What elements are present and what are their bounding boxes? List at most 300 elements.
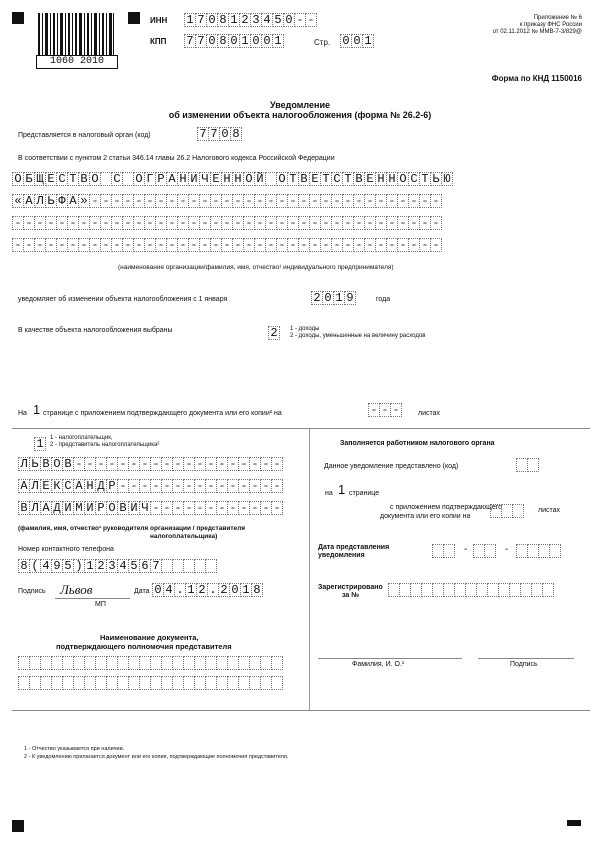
corner-marker-bottom-right — [567, 820, 581, 826]
char-cell: 0 — [283, 13, 295, 27]
char-cell: 3 — [250, 13, 262, 27]
name-caption-line2: налогоплательщика) — [150, 533, 218, 540]
char-cell: - — [232, 238, 244, 252]
char-cell: С — [111, 172, 123, 186]
char-cell: Е — [364, 172, 376, 186]
char-cell: Л — [29, 479, 41, 493]
char-cell: 0 — [250, 34, 262, 48]
char-cell: Б — [23, 172, 35, 186]
char-cell: - — [408, 194, 420, 208]
char-cell: С — [62, 479, 74, 493]
submitted-label: Данное уведомление представлено (код) — [324, 463, 459, 470]
char-cell: - — [199, 238, 211, 252]
char-cell: 9 — [344, 291, 356, 305]
doc-title-line2: подтверждающего полномочия представителя — [56, 642, 232, 651]
pages-prefix: На — [18, 410, 27, 417]
char-cell: - — [34, 238, 46, 252]
char-cell — [512, 504, 524, 518]
inn-label: ИНН — [150, 16, 168, 25]
char-cell: О — [276, 172, 288, 186]
basis-text: В соответствии с пунктом 2 статьи 346.14 главы 26.2 Налогового кодекса Российской Федерации — [18, 155, 335, 162]
appendix-line2: к приказу ФНС России — [519, 22, 582, 28]
char-cell: - — [254, 216, 266, 230]
char-cell: - — [238, 479, 250, 493]
char-cell: 4 — [261, 13, 273, 27]
char-cell: - — [172, 479, 184, 493]
char-cell: - — [271, 501, 283, 515]
char-cell: 0 — [261, 34, 273, 48]
char-cell: - — [67, 216, 79, 230]
char-cell: К — [51, 479, 63, 493]
char-cell: - — [386, 216, 398, 230]
attach-line2: документа или его копии на — [380, 513, 471, 520]
char-cell: - — [177, 194, 189, 208]
char-cell: 1 — [185, 583, 197, 597]
char-cell: В — [18, 501, 30, 515]
char-cell: - — [34, 216, 46, 230]
char-cell: Л — [18, 457, 30, 471]
char-cell: - — [56, 216, 68, 230]
char-cell: - — [155, 216, 167, 230]
char-cell: - — [364, 238, 376, 252]
sign-label: Подпись — [18, 588, 46, 595]
char-cell: - — [254, 238, 266, 252]
char-cell: 8 — [230, 127, 242, 141]
char-cell: 1 — [84, 559, 96, 573]
date-presented-line2: уведомления — [318, 552, 365, 559]
char-cell: - — [12, 238, 24, 252]
char-cell — [205, 559, 217, 573]
char-cell: 7 — [197, 127, 209, 141]
char-cell: - — [260, 501, 272, 515]
char-cell: - — [375, 216, 387, 230]
char-cell: - — [23, 216, 35, 230]
barcode-number: 1060 2010 — [36, 55, 118, 69]
char-cell: Л — [29, 501, 41, 515]
char-cell: 0 — [229, 583, 241, 597]
char-row — [12, 216, 441, 230]
char-cell: - — [166, 238, 178, 252]
char-cell: « — [12, 194, 24, 208]
appendix-line1: Приложение № 6 — [533, 15, 582, 21]
char-cell: - — [183, 501, 195, 515]
char-row — [12, 172, 452, 186]
char-cell: 4 — [40, 559, 52, 573]
char-cell: - — [183, 479, 195, 493]
char-cell: Т — [287, 172, 299, 186]
char-cell: - — [287, 216, 299, 230]
char-cell: - — [216, 479, 228, 493]
char-cell: - — [166, 216, 178, 230]
tax-authority-label: Представляется в налоговый орган (код) — [18, 132, 151, 139]
char-cell: - — [419, 238, 431, 252]
char-cell: 1 — [240, 583, 252, 597]
char-cell: Н — [221, 172, 233, 186]
char-cell: - — [117, 457, 129, 471]
presented-date-month[interactable] — [473, 544, 495, 558]
char-cell: - — [188, 194, 200, 208]
char-cell: 0 — [219, 127, 231, 141]
char-cell: - — [243, 238, 255, 252]
char-cell: - — [408, 216, 420, 230]
char-cell: Ю — [441, 172, 453, 186]
title-line1: Уведомление — [269, 100, 330, 110]
char-cell: - — [379, 403, 391, 417]
char-cell: - — [375, 238, 387, 252]
char-cell: 2 — [196, 583, 208, 597]
char-cell: - — [243, 194, 255, 208]
char-cell: В — [78, 172, 90, 186]
char-cell: 2 — [311, 291, 323, 305]
char-cell: - — [342, 216, 354, 230]
year-suffix: года — [376, 296, 391, 303]
change-notice-label: уведомляет об изменении объекта налогообложения с 1 января — [18, 296, 228, 303]
char-cell: - — [408, 238, 420, 252]
char-cell: Р — [95, 501, 107, 515]
char-cell: - — [161, 479, 173, 493]
form-code: Форма по КНД 1150016 — [491, 74, 582, 83]
char-cell: - — [139, 479, 151, 493]
char-cell: - — [276, 216, 288, 230]
char-cell: ( — [29, 559, 41, 573]
char-cell: - — [100, 194, 112, 208]
char-cell: - — [221, 194, 233, 208]
tax-authority-code[interactable] — [197, 127, 241, 141]
char-cell: - — [397, 238, 409, 252]
char-cell: - — [78, 238, 90, 252]
char-cell: - — [133, 238, 145, 252]
char-row — [18, 501, 282, 515]
signer-type[interactable] — [34, 437, 45, 451]
char-cell: Л — [34, 194, 46, 208]
char-cell: 1 — [239, 34, 251, 48]
char-cell: - — [353, 238, 365, 252]
char-cell: - — [276, 238, 288, 252]
char-cell: - — [221, 216, 233, 230]
char-row — [12, 194, 441, 208]
char-cell: . — [207, 583, 219, 597]
char-row — [18, 479, 282, 493]
char-cell: Е — [45, 172, 57, 186]
char-cell — [484, 544, 496, 558]
char-cell: - — [331, 194, 343, 208]
char-cell: - — [238, 501, 250, 515]
char-cell: - — [23, 238, 35, 252]
presented-date-day[interactable] — [432, 544, 454, 558]
char-cell: - — [172, 501, 184, 515]
char-cell: В — [40, 457, 52, 471]
signer-option1: 1 - налогоплательщик, — [50, 435, 113, 441]
char-cell — [271, 656, 283, 670]
char-cell: Ь — [430, 172, 442, 186]
char-cell: - — [95, 457, 107, 471]
char-cell: Й — [254, 172, 266, 186]
char-cell: - — [45, 216, 57, 230]
char-cell: - — [150, 501, 162, 515]
char-cell: - — [177, 216, 189, 230]
char-cell — [443, 544, 455, 558]
char-cell: 5 — [128, 559, 140, 573]
char-cell: Ь — [45, 194, 57, 208]
char-cell: - — [216, 457, 228, 471]
char-cell: 1 — [333, 291, 345, 305]
char-cell: - — [265, 216, 277, 230]
char-cell: - — [89, 238, 101, 252]
corner-marker-top-right — [128, 12, 140, 24]
char-cell: - — [188, 216, 200, 230]
char-cell: - — [287, 238, 299, 252]
char-row — [18, 457, 282, 471]
char-cell: 0 — [206, 34, 218, 48]
footnote-1: 1 - Отчество указывается при наличии. — [24, 746, 125, 752]
registration-number-cells[interactable] — [388, 583, 553, 597]
pages-count: 1 — [33, 402, 41, 417]
signer-option2: 2 - представитель налогоплательщика² — [50, 442, 160, 448]
char-cell: - — [122, 194, 134, 208]
submitted-code-cells[interactable] — [516, 458, 538, 472]
kpp-label: КПП — [150, 37, 167, 46]
char-cell: - — [221, 238, 233, 252]
char-cell: И — [62, 501, 74, 515]
char-cell: - — [430, 216, 442, 230]
char-cell: - — [122, 238, 134, 252]
char-cell: - — [260, 479, 272, 493]
char-cell: В — [298, 172, 310, 186]
char-row — [18, 656, 282, 670]
char-cell: - — [155, 194, 167, 208]
attach-sheets-cells[interactable] — [490, 504, 523, 518]
char-cell: Т — [419, 172, 431, 186]
char-cell: - — [84, 457, 96, 471]
char-cell: - — [353, 216, 365, 230]
page-cells[interactable] — [340, 34, 373, 48]
char-cell: - — [265, 238, 277, 252]
char-cell: - — [144, 194, 156, 208]
char-cell: - — [331, 238, 343, 252]
char-cell: - — [183, 457, 195, 471]
barcode-bars — [38, 13, 114, 55]
char-cell: - — [331, 216, 343, 230]
char-cell: - — [397, 194, 409, 208]
phone-cells[interactable] — [18, 559, 216, 573]
char-cell: 7 — [184, 34, 196, 48]
char-cell: - — [117, 479, 129, 493]
char-cell: А — [166, 172, 178, 186]
char-cell: - — [227, 501, 239, 515]
char-cell: - — [368, 403, 380, 417]
char-row — [18, 676, 282, 690]
char-cell: - — [194, 457, 206, 471]
char-cell: 7 — [195, 13, 207, 27]
phone-label: Номер контактного телефона — [18, 546, 114, 553]
date-label: Дата — [134, 588, 150, 595]
char-cell: - — [128, 457, 140, 471]
char-cell: О — [243, 172, 255, 186]
char-cell: 5 — [272, 13, 284, 27]
char-cell — [271, 676, 283, 690]
char-cell: С — [331, 172, 343, 186]
char-cell: - — [419, 216, 431, 230]
char-cell: - — [133, 216, 145, 230]
registered-line1: Зарегистрировано — [318, 584, 383, 591]
section-bottom-line — [12, 710, 590, 711]
char-cell: - — [309, 238, 321, 252]
char-cell: - — [155, 238, 167, 252]
char-cell: - — [320, 216, 332, 230]
char-cell: В — [353, 172, 365, 186]
title-line2: об изменении объекта налогообложения (форма № 26.2-6) — [168, 110, 432, 120]
tax-officer-heading: Заполняется работником налогового органа — [340, 440, 495, 447]
char-cell: - — [12, 216, 24, 230]
inn-cells[interactable] — [184, 13, 316, 27]
char-cell: - — [144, 238, 156, 252]
char-cell: - — [232, 216, 244, 230]
char-cell: - — [397, 216, 409, 230]
right-pages-suffix: странице — [349, 490, 380, 497]
char-cell: - — [298, 238, 310, 252]
char-cell: О — [51, 457, 63, 471]
char-cell: - — [172, 457, 184, 471]
char-cell: - — [430, 238, 442, 252]
char-cell: 8 — [217, 34, 229, 48]
char-cell: . — [174, 583, 186, 597]
char-cell: 0 — [340, 34, 352, 48]
char-cell: Г — [144, 172, 156, 186]
char-cell: Ч — [139, 501, 151, 515]
char-cell: 0 — [206, 13, 218, 27]
char-cell: - — [265, 194, 277, 208]
char-cell: - — [111, 216, 123, 230]
char-cell: 6 — [139, 559, 151, 573]
char-cell: - — [150, 457, 162, 471]
char-cell: - — [309, 216, 321, 230]
char-cell: - — [205, 479, 217, 493]
date-presented-line1: Дата представления — [318, 544, 390, 551]
copies-cells[interactable] — [368, 403, 401, 417]
char-cell: Ч — [199, 172, 211, 186]
signature-line — [55, 598, 130, 599]
char-cell: 4 — [163, 583, 175, 597]
object-label: В качестве объекта налогообложения выбраны — [18, 327, 173, 334]
char-cell: - — [210, 194, 222, 208]
char-cell: - — [177, 238, 189, 252]
char-cell: - — [210, 238, 222, 252]
year-cells[interactable] — [311, 291, 355, 305]
char-cell: 2 — [239, 13, 251, 27]
char-cell: - — [199, 216, 211, 230]
char-cell: - — [320, 194, 332, 208]
char-cell: Е — [40, 479, 52, 493]
char-cell: - — [73, 457, 85, 471]
mp-label: МП — [95, 601, 106, 608]
char-cell: - — [276, 194, 288, 208]
date-cells[interactable] — [152, 583, 262, 597]
presented-date-year[interactable] — [516, 544, 560, 558]
char-cell: - — [194, 479, 206, 493]
right-pages-prefix: на — [325, 490, 333, 497]
object-option1: 1 - доходы — [290, 326, 320, 332]
char-cell: - — [353, 194, 365, 208]
char-cell: - — [375, 194, 387, 208]
doc-title-line1: Наименование документа, — [100, 633, 199, 642]
char-cell: 3 — [106, 559, 118, 573]
char-cell: - — [106, 457, 118, 471]
page-label: Стр. — [314, 38, 331, 47]
char-cell: Т — [67, 172, 79, 186]
char-cell: - — [188, 238, 200, 252]
char-cell: Д — [95, 479, 107, 493]
char-cell: - — [133, 194, 145, 208]
footnote-2: 2 - К уведомлению прилагается документ или его копия, подтверждающие полномочия представителя. — [24, 754, 289, 760]
barcode — [38, 13, 114, 55]
char-cell: - — [194, 501, 206, 515]
char-cell: 2 — [218, 583, 230, 597]
char-cell — [527, 458, 539, 472]
corner-marker-top-left — [12, 12, 24, 24]
char-cell: 2 — [95, 559, 107, 573]
char-cell: - — [161, 457, 173, 471]
char-cell: - — [161, 501, 173, 515]
char-cell: - — [419, 194, 431, 208]
char-cell: - — [254, 194, 266, 208]
char-cell: - — [364, 194, 376, 208]
char-cell: - — [249, 457, 261, 471]
char-cell: - — [111, 194, 123, 208]
object-value[interactable] — [268, 326, 279, 340]
char-cell: А — [18, 479, 30, 493]
kpp-cells[interactable] — [184, 34, 283, 48]
char-cell: - — [305, 13, 317, 27]
char-cell: Т — [342, 172, 354, 186]
char-cell: - — [100, 238, 112, 252]
char-cell: И — [188, 172, 200, 186]
char-cell: - — [210, 216, 222, 230]
char-cell: 1 — [34, 437, 46, 451]
section-top-line — [12, 428, 590, 429]
char-cell: А — [67, 194, 79, 208]
char-cell: - — [227, 479, 239, 493]
char-cell: А — [23, 194, 35, 208]
char-cell: О — [12, 172, 24, 186]
char-cell: - — [249, 501, 261, 515]
char-cell: 0 — [351, 34, 363, 48]
char-row — [12, 238, 441, 252]
date-sep-1: - — [464, 544, 468, 555]
char-cell: А — [73, 479, 85, 493]
char-cell: - — [386, 238, 398, 252]
char-cell: - — [111, 238, 123, 252]
char-cell: Е — [210, 172, 222, 186]
char-cell: С — [56, 172, 68, 186]
char-cell: - — [100, 216, 112, 230]
char-cell: 4 — [117, 559, 129, 573]
char-cell: - — [216, 501, 228, 515]
char-cell: - — [150, 479, 162, 493]
char-cell: Н — [375, 172, 387, 186]
section-divider — [309, 428, 310, 710]
char-cell: - — [205, 457, 217, 471]
char-cell: Н — [386, 172, 398, 186]
char-cell: О — [106, 501, 118, 515]
char-cell: Ф — [56, 194, 68, 208]
char-cell: - — [320, 238, 332, 252]
char-cell: 5 — [62, 559, 74, 573]
char-cell: С — [408, 172, 420, 186]
char-cell — [542, 583, 554, 597]
char-cell: ) — [73, 559, 85, 573]
officer-sign-label: Подпись — [510, 661, 538, 668]
char-cell: - — [271, 479, 283, 493]
